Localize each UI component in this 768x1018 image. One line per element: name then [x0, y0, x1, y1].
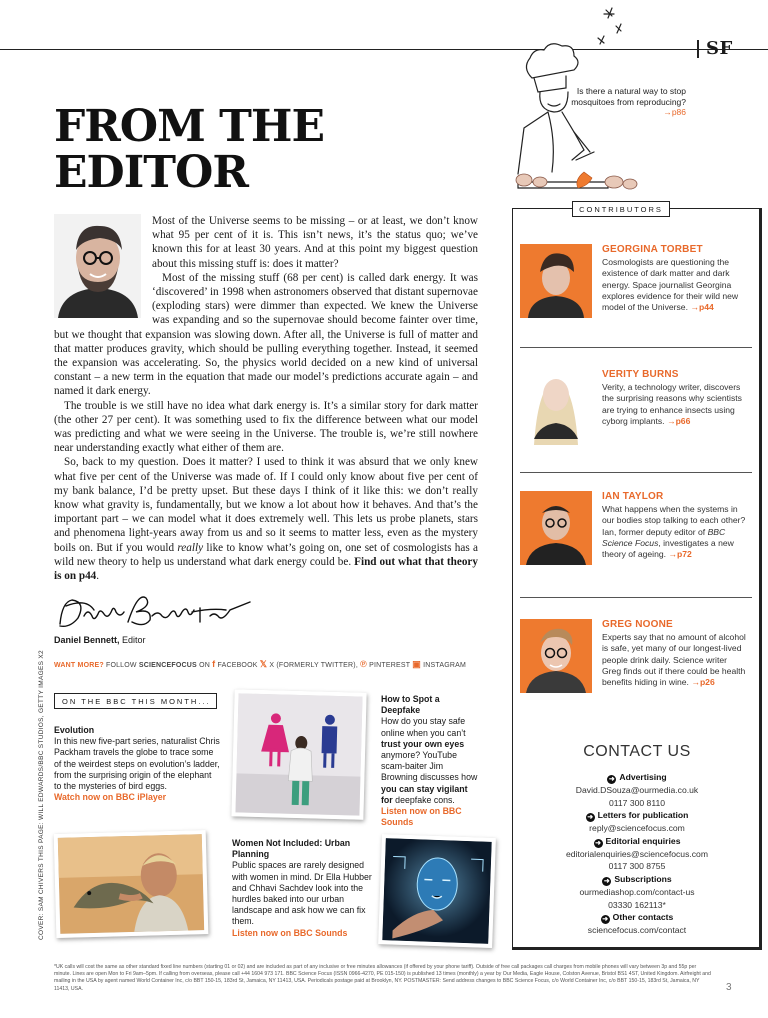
deepfake-listen-link[interactable]: Listen now on BBC Sounds: [381, 806, 462, 828]
women-listen-link[interactable]: Listen now on BBC Sounds: [232, 927, 348, 938]
contributors-label: CONTRIBUTORS: [572, 201, 670, 217]
photo-credit: COVER: SAM CHIVERS THIS PAGE: WILL EDWARDS/BBC STUDIOS, GETTY IMAGES X2: [38, 650, 45, 940]
women-desc: Public spaces are rarely designed with women in mind. Dr Ella Hubber and Chhavi Sachdev look into the hurdles baked into our urban landscape and ask how we can fix them.: [232, 860, 372, 927]
contributor-name: GEORGINA TORBET: [602, 244, 703, 255]
contact-list: [512, 771, 762, 937]
title-line-2: EDITOR: [54, 147, 248, 198]
letters-email[interactable]: reply@sciencefocus.com: [589, 823, 685, 834]
portrait-spacer: [54, 214, 152, 316]
pinterest-icon[interactable]: ℗: [360, 659, 367, 669]
deepfake-title: How to Spot a Deepfake: [381, 694, 440, 716]
paragraph-4-text-a: So, back to my question. Does it matter? I used to think it was absurd that we only knew what five per cent of the Universe was made of. If I could only know about five per cent of my bank balance, I’d be pretty upset. But these days I think of it like this: we don’t really know what gravity is, fundamentally, but we know a lot about how it behaves. And that’s the important part – we can model what it does extremely well. This lets us probe planets, stars and phenomena light-years away from us and so it seems to matter less, even as the mystery boils on. But if you would: [54, 456, 478, 554]
contributor-page-link[interactable]: →p72: [668, 549, 692, 560]
contributor-page-link[interactable]: →p66: [666, 415, 691, 426]
on-text: ON: [196, 662, 213, 669]
editor-byline: [54, 635, 146, 645]
follow-text: FOLLOW: [103, 662, 139, 669]
contributor-desc-text: Cosmologists are questioning the existence of dark matter and dark energy. Space journalist Georgina explores evidence for their wild new model of the Universe.: [602, 257, 739, 313]
editorial-paragraph-1: Most of the Universe seems to be missing – or at least, we don’t know what 95 per cent of it is. This isn’t news, it’s the status quo; we’ve known this for at least 30 years. And at this point my biggest question about this missing stuff is: does it matter?: [152, 215, 478, 270]
contributor-desc-text-a: What happens when the systems in our bodies stop talking to each other? Ian, former deputy editor of: [602, 504, 746, 537]
subscriptions-label: Subscriptions: [614, 873, 672, 884]
subscriptions-url[interactable]: ourmediashop.com/contact-us: [579, 886, 695, 897]
paragraph-4-text-b: like to know what’s going on, one set of cosmologists has a wild new theory to help us understand what dark energy could be.: [54, 541, 478, 568]
women-not-included-item: [232, 838, 372, 939]
subscriptions-heading: [512, 873, 762, 886]
paragraph-4-end: .: [96, 570, 100, 583]
advertising-email[interactable]: David.DSouza@ourmedia.co.uk: [575, 785, 699, 795]
women-title: Women Not Included: Urban Planning: [232, 838, 351, 860]
teaser: [560, 86, 686, 118]
editor-signature: [54, 594, 264, 634]
contributor-desc-text: Verity, a technology writer, discovers the surprising reasons why scientists are trying to enhance insects using cyborg implants.: [602, 382, 742, 426]
editorial-body: [54, 214, 478, 583]
instagram-link[interactable]: INSTAGRAM: [423, 662, 467, 669]
section-tag-divider: [697, 40, 699, 58]
deepfake-item: [381, 694, 481, 828]
contributor-desc-em: BBC Science Focus: [602, 526, 726, 548]
editorial-paragraph-3: The trouble is we still have no idea what dark energy is. It’s a similar story for dark matter (the other 27 per cent). It was something used to fix the difference between what our model was predicting and what we were seeing in the Universe. The trouble is, we’re still nowhere near understanding exactly what either of them are.: [54, 399, 478, 455]
arrow-right-icon: ➜: [587, 814, 594, 822]
contributor-desc-text: Experts say that no amount of alcohol is safe, yet many of our longest-lived people drink daily. Science writer Greg finds out if there could be health benefits hiding in wine.: [602, 632, 746, 688]
urban-planning-photo: [231, 689, 366, 819]
arrow-right-icon: ➜: [608, 776, 615, 783]
page-title: [54, 101, 325, 198]
contributor-photo: [520, 619, 592, 693]
evolution-desc: In this new five-part series, naturalist Chris Packham travels the globe to trace some of the weirdest steps on evolution’s ladder, from the surprising origin of the elephant to the mysteries of bird eggs.: [54, 736, 220, 792]
contributor-divider: [520, 472, 752, 473]
contributor-desc: [602, 632, 748, 688]
advertising-heading: [512, 771, 762, 784]
other-heading: [512, 911, 762, 924]
contributor-divider: [520, 597, 752, 598]
editor-role: Editor: [119, 635, 146, 645]
letters-label: Letters for publication: [597, 810, 689, 821]
page-number: 3: [726, 982, 732, 993]
facebook-icon[interactable]: f: [212, 659, 216, 669]
editorial-paragraph-4: [54, 455, 478, 583]
deepfake-text-b: anymore? YouTube scam-baiter Jim Browning discusses how: [381, 750, 478, 783]
arrow-right-icon: ➜: [602, 916, 609, 924]
contributor-photo: [520, 491, 592, 565]
paragraph-4-emphasis: really: [177, 541, 204, 554]
advertising-label: Advertising: [619, 772, 667, 782]
title-line-1: FROM THE: [54, 101, 325, 152]
editorial-email[interactable]: editorialenquiries@sciencefocus.com: [566, 848, 708, 859]
other-url[interactable]: sciencefocus.com/contact: [587, 925, 687, 936]
other-label: Other contacts: [612, 912, 674, 923]
deepfake-text-c: deepfake cons.: [392, 794, 455, 805]
editor-name: Daniel Bennett,: [54, 635, 120, 645]
x-link[interactable]: X (FORMERLY TWITTER),: [269, 662, 358, 669]
advertising-phone: 0117 300 8110: [608, 797, 666, 808]
evolution-title: Evolution: [54, 725, 95, 735]
contributor-desc: [602, 504, 748, 560]
teaser-text: Is there a natural way to stop mosquitoes from reproducing?: [571, 86, 686, 107]
deepfake-bold-b: you can stay vigilant for: [381, 783, 468, 805]
evolution-watch-link[interactable]: Watch now on BBC iPlayer: [54, 792, 167, 803]
header-rule: [0, 49, 768, 50]
deepfake-desc: [381, 716, 481, 806]
contributor-name: IAN TAYLOR: [602, 491, 664, 502]
legal-footnote: *UK calls will cost the same as other standard fixed line numbers (starting 01 or 02) and are included as part of any inclusive or free minutes allowances (if offered by your phone tariff). Outside of free call packages call charges from mobile phones will vary between 3p and 55p per minute. Lines are open Mon to Fri 9am–5pm. If calling from overseas, please call +44 1604 973 171. BBC Science Focus (ISSN 0966-4270, PE 015-150) is published 13 times (monthly) a year by Our Media, Eagle House, Colston Avenue, Bristol BS1 4ST, United Kingdom. Airfreight and mailing in the USA by agent named World Container Inc, c/o BBT 150-15, 183rd St, Jamaica, NY 11413, USA. Periodicals postage paid at Brooklyn, NY. POSTMASTER: Send address changes to BBC Science Focus, c/o World Container Inc, c/o BBT 150-15, 183rd St, Jamaica, NY 11413, USA.: [54, 964, 711, 992]
want-more-label: WANT MORE?: [54, 662, 104, 669]
editorial-paragraph-2: Most of the missing stuff (68 per cent) is called dark energy. It was ‘discovered’ in 1998 when astronomers observed that distant supernovae (exploding stars) were dimmer than expected. We knew the Universe was expanding and so the supernovae should become fainter over time, but we thought that expansion was slowing down. After all, the Universe is full of matter and that matter produces gravity, which should be pulling everything together. Instead, it seemed the expansion was accelerating. So, the physics world decided on a new kind of universal constant – a new term in the equation that made our model’s predictions accurate again – and named it dark energy.: [54, 271, 478, 398]
contributor-photo: [520, 244, 592, 318]
evolution-item: [54, 725, 220, 803]
contributor-page-link[interactable]: →p26: [691, 677, 715, 688]
deepfake-text-a: How do you stay safe online when you can’t: [381, 716, 466, 738]
contributor-page-link[interactable]: →p44: [690, 302, 714, 313]
instagram-icon[interactable]: ▣: [412, 659, 421, 669]
contact-title: CONTACT US: [583, 743, 691, 760]
theory-link[interactable]: Find out what that theory is on p44: [54, 555, 478, 583]
social-follow-bar: [54, 659, 466, 670]
contributor-divider: [520, 347, 752, 348]
contributor-desc: [602, 382, 748, 427]
editorial-label: Editorial enquiries: [605, 835, 681, 846]
evolution-photo: [54, 830, 209, 938]
x-icon[interactable]: 𝕏: [259, 659, 268, 669]
contributor-photo: [520, 359, 592, 445]
arrow-right-icon: ➜: [603, 877, 610, 885]
brand-handle: SCIENCEFOCUS: [138, 662, 197, 669]
subscriptions-phone: 03330 162113*: [608, 899, 666, 910]
editorial-heading: [512, 835, 762, 848]
contributor-desc: [602, 257, 748, 313]
deepfake-bold-a: trust your own eyes: [381, 738, 465, 749]
contributor-name: VERITY BURNS: [602, 369, 679, 380]
deepfake-photo: [378, 834, 496, 948]
bbc-section-label: ON THE BBC THIS MONTH...: [54, 693, 217, 709]
pinterest-link[interactable]: PINTEREST: [369, 662, 411, 669]
editorial-phone: 0117 300 8755: [608, 861, 666, 872]
contributor-desc-text-b: , investigates a new theory of ageing.: [602, 537, 734, 560]
facebook-link[interactable]: FACEBOOK: [217, 662, 258, 669]
contributor-name: GREG NOONE: [602, 619, 673, 630]
section-tag: SF: [706, 38, 733, 59]
arrow-right-icon: ➜: [595, 839, 601, 847]
teaser-page-link[interactable]: →p86: [663, 107, 686, 117]
letters-heading: [512, 809, 762, 822]
